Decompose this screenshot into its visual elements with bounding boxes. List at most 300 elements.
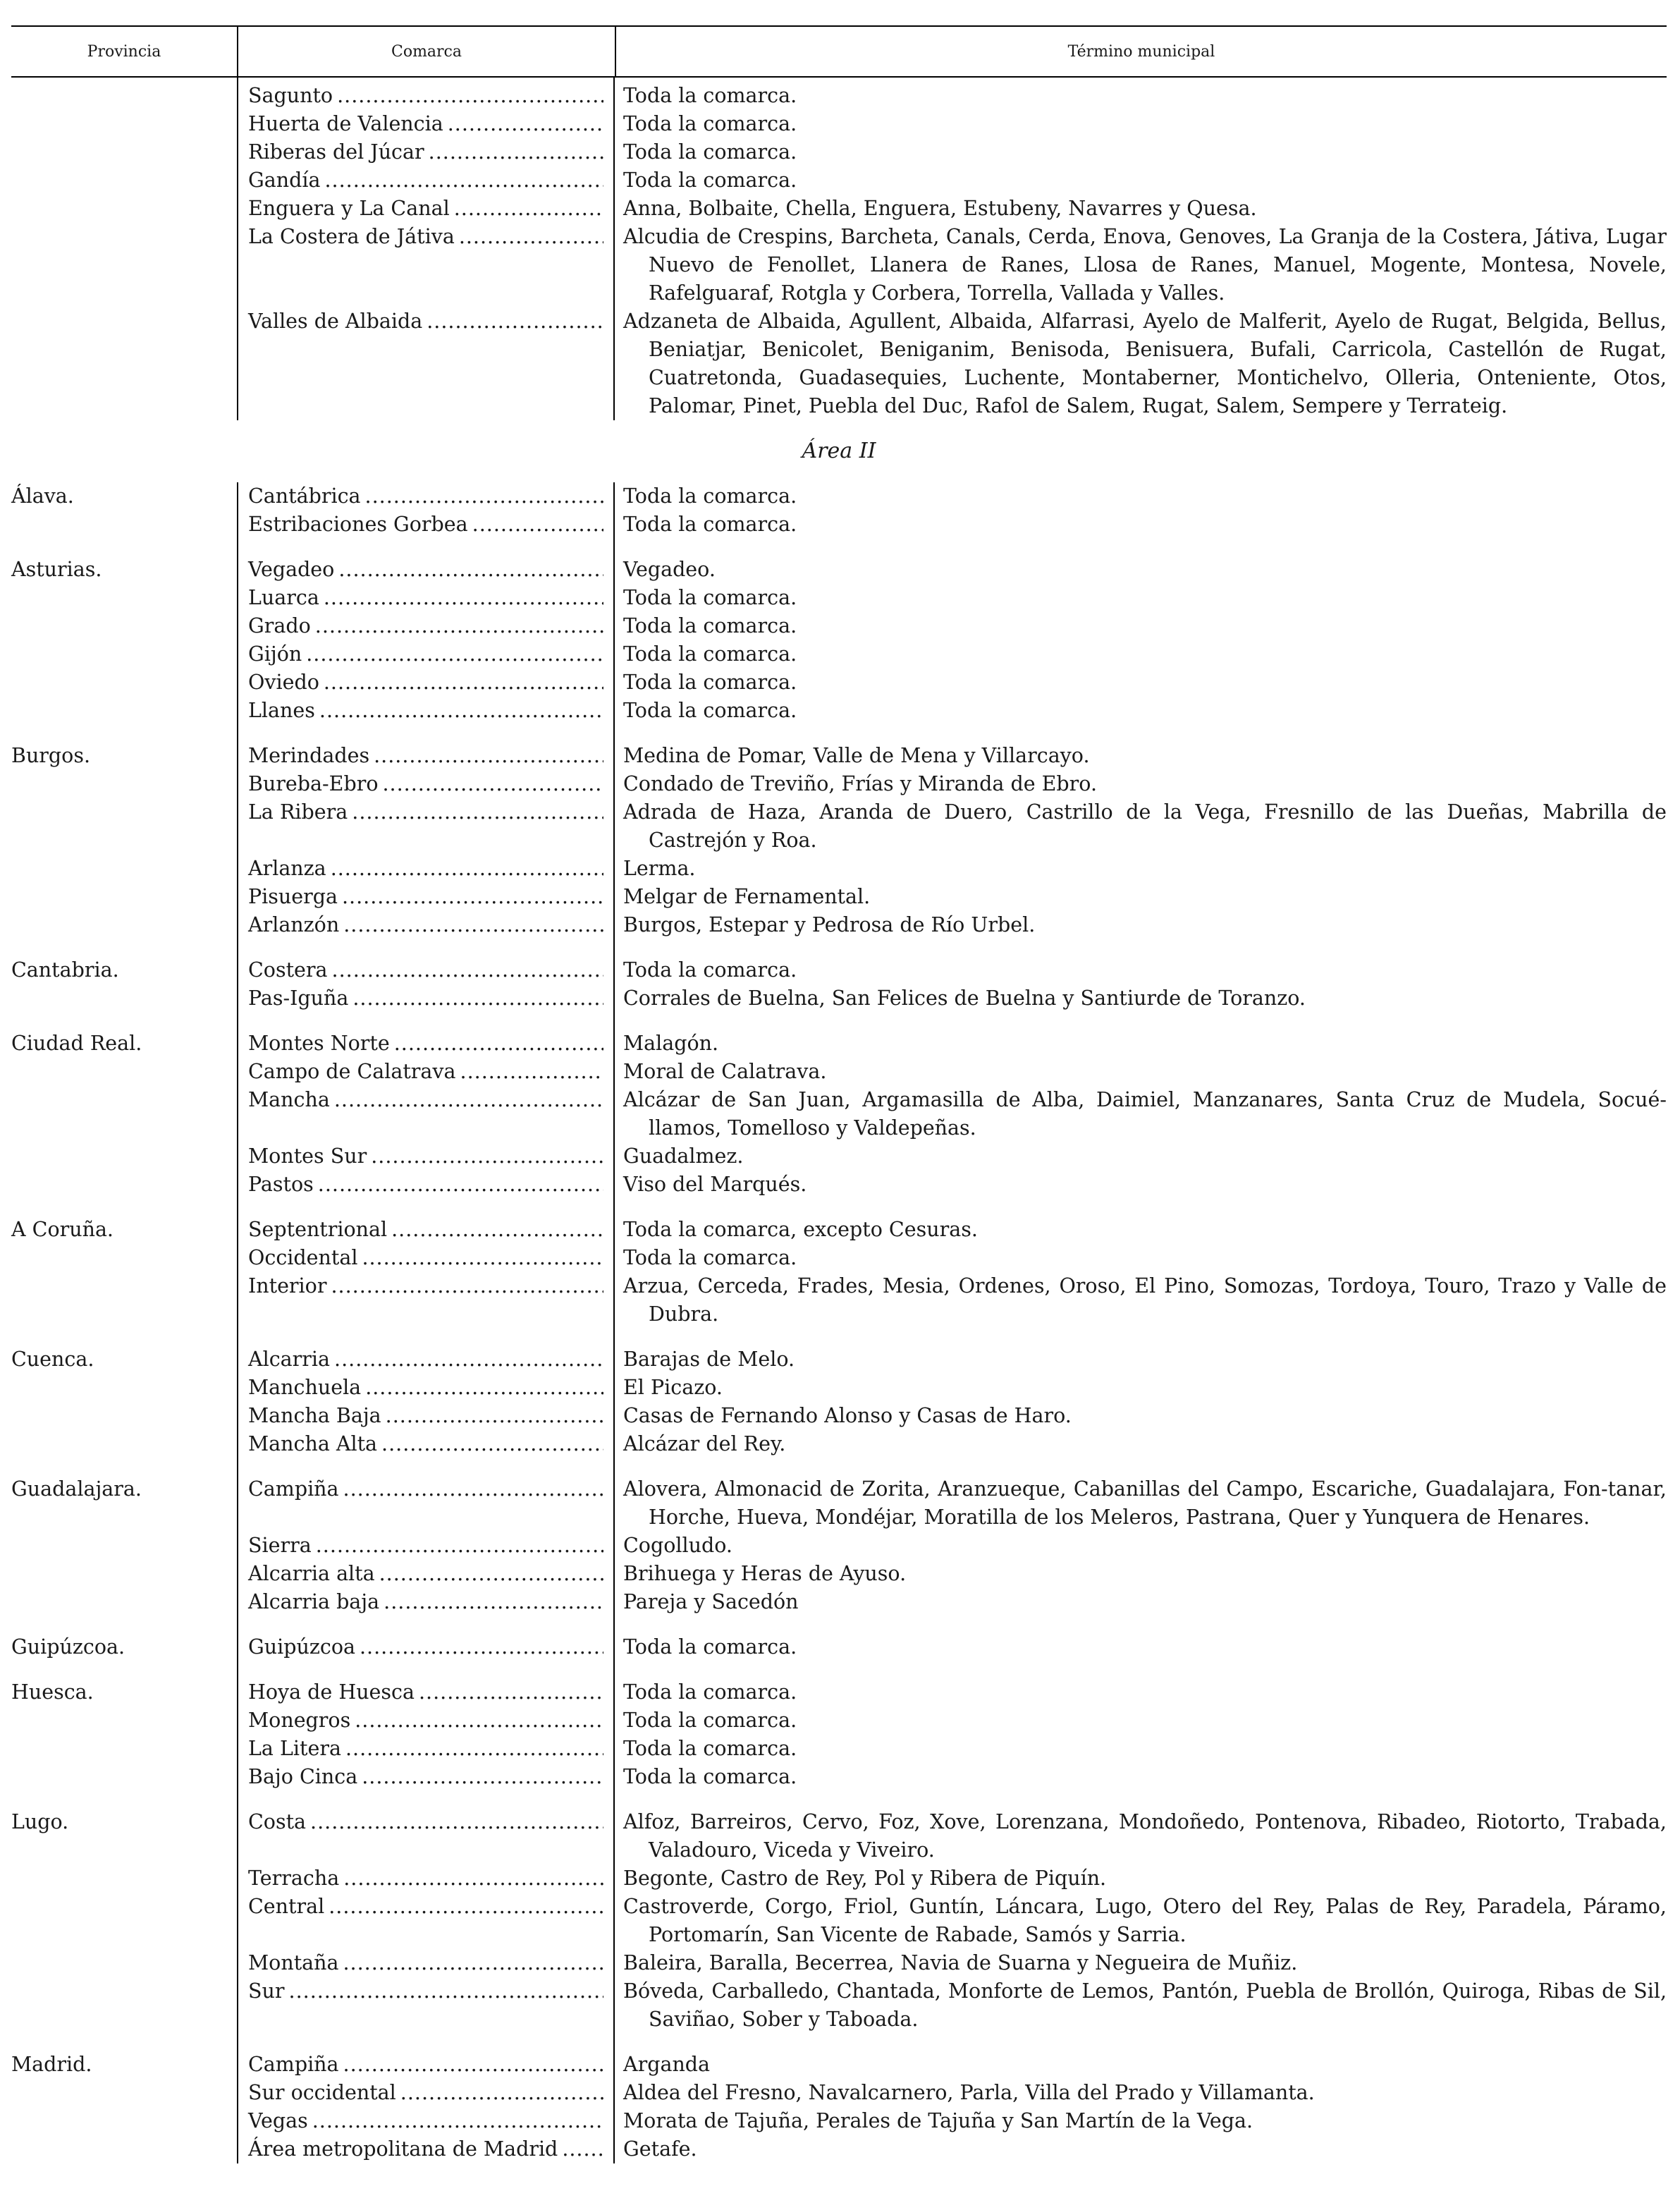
termino-text: Toda la comarca. [623, 84, 797, 107]
termino-cell [613, 770, 1667, 798]
comarca-name: Campiña [248, 1477, 339, 1501]
termino-cell [613, 798, 1667, 855]
termino-text: Toda la comarca. [623, 169, 797, 192]
table-row [237, 1171, 1667, 1199]
termino-cell [613, 2135, 1667, 2163]
table-row [237, 1678, 1667, 1707]
province-separator [11, 939, 1667, 956]
leader-dots [339, 911, 603, 939]
leader-dots [326, 855, 603, 883]
termino-cell [613, 1560, 1667, 1588]
table-row [237, 984, 1667, 1013]
comarca-cell [237, 883, 613, 911]
leader-dots [369, 742, 603, 770]
leader-dots [319, 669, 603, 697]
table-row [237, 166, 1667, 195]
comarca-name: Alcarria [248, 1348, 331, 1371]
province-separator [11, 725, 1667, 742]
comarca-name: Área metropolitana de Madrid [248, 2137, 558, 2161]
province-separator [11, 1329, 1667, 1345]
table-row [237, 1142, 1667, 1171]
province-block [11, 1030, 1667, 1199]
document-page [11, 25, 1667, 2163]
leader-dots [350, 1707, 603, 1735]
leader-dots [348, 984, 603, 1013]
termino-text: Guadalmez. [623, 1144, 744, 1168]
leader-dots [320, 166, 603, 195]
leader-dots [355, 1633, 603, 1661]
comarca-cell [237, 956, 613, 984]
termino-cell [613, 697, 1667, 725]
termino-cell [613, 110, 1667, 138]
termino-cell [613, 78, 1667, 110]
province-separator [11, 1199, 1667, 1216]
leader-dots [315, 697, 603, 725]
termino-cell [613, 1216, 1667, 1244]
comarca-cell [237, 984, 613, 1013]
comarca-name: Cantábrica [248, 484, 361, 508]
leader-dots [339, 1949, 604, 1977]
leader-dots [330, 1086, 603, 1142]
comarca-cell [237, 2079, 613, 2107]
table-row [237, 883, 1667, 911]
termino-text: Toda la comarca. [623, 642, 797, 666]
termino-cell [613, 1272, 1667, 1329]
province-block [11, 1633, 1667, 1661]
leader-dots [558, 2135, 603, 2163]
leader-dots [357, 1763, 603, 1791]
leader-dots [312, 1532, 603, 1560]
comarca-name: Campo de Calatrava [248, 1060, 456, 1083]
header-comarca: Comarca [237, 27, 615, 76]
comarca-cell [237, 1808, 613, 1864]
comarca-name: Gandía [248, 169, 321, 192]
termino-text: Toda la comarca. [623, 671, 797, 694]
termino-text: Pareja y Sacedón [623, 1590, 799, 1613]
termino-cell [613, 1633, 1667, 1661]
comarca-cell [237, 855, 613, 883]
comarca-name: Riberas del Júcar [248, 140, 424, 164]
comarca-cell [237, 669, 613, 697]
comarca-cell [237, 138, 613, 166]
province-block [11, 1216, 1667, 1329]
comarca-name: La Ribera [248, 800, 348, 824]
termino-cell [613, 1430, 1667, 1458]
comarca-name: Montes Norte [248, 1032, 390, 1055]
province-name: Guadalajara. [11, 1477, 142, 1501]
leader-dots [302, 640, 603, 669]
comarca-name: Manchuela [248, 1376, 362, 1399]
comarca-name: Mancha Alta [248, 1432, 378, 1455]
comarca-cell [237, 640, 613, 669]
leader-dots [357, 1244, 603, 1272]
termino-text: Corrales de Buelna, San Felices de Buelna y Santiurde de Toranzo. [623, 987, 1306, 1010]
comarca-cell [237, 223, 613, 307]
termino-text: Adzaneta de Albaida, Agullent, Albaida, Alfarrasi, Ayelo de Malferit, Ayelo de Rugat, Belgida, Bellus, Beniatjar, Benicolet, Beniganim, Benisoda, Benisuera, Bufali, Carricola, Castellón de Rugat, Cuatretonda, Guadasequies, Luchente, Montaberner, Montichelvo, Olleria, Onteniente, Otos, Palomar, Pinet, Puebla del Duc, Rafol de Salem, Rugat, Salem, Sempere y Terrateig. [623, 310, 1667, 417]
province-block [11, 1345, 1667, 1458]
termino-cell [613, 1588, 1667, 1616]
termino-text: Lerma. [623, 857, 696, 880]
comarca-cell [237, 1402, 613, 1430]
comarca-name: Valles de Albaida [248, 310, 423, 333]
termino-cell [613, 1808, 1667, 1864]
termino-cell [613, 1244, 1667, 1272]
leader-dots [361, 1374, 603, 1402]
comarca-cell [237, 1735, 613, 1763]
table-row [237, 138, 1667, 166]
table-row [237, 78, 1667, 110]
table-row [237, 1216, 1667, 1244]
leader-dots [468, 511, 603, 539]
leader-dots [379, 1588, 603, 1616]
termino-text: Toda la comarca. [623, 1680, 797, 1704]
leader-dots [387, 1216, 603, 1244]
table-row [237, 1475, 1667, 1532]
table-row [237, 669, 1667, 697]
table-row [237, 1345, 1667, 1374]
termino-text: Alfoz, Barreiros, Cervo, Foz, Xove, Lorenzana, Mondoñedo, Pontenova, Ribadeo, Riotorto, Trabada, Valadouro, Viceda y Viveiro. [623, 1810, 1667, 1862]
province-name: Burgos. [11, 744, 91, 767]
table-row [237, 1430, 1667, 1458]
table-row [237, 956, 1667, 984]
termino-text: Melgar de Fernamental. [623, 885, 871, 908]
comarca-cell [237, 307, 613, 420]
comarca-name: Terracha [248, 1867, 340, 1890]
leader-dots [341, 1735, 603, 1763]
table-row [237, 640, 1667, 669]
leader-dots [328, 956, 603, 984]
termino-text: Alovera, Almonacid de Zorita, Aranzueque, Cabanillas del Campo, Escariche, Guadalajara, Fon-tanar, Horche, Hueva, Mondéjar, Moratilla de los Meleros, Pastrana, Quer y Yunquera de Henares. [623, 1477, 1667, 1529]
termino-cell [613, 2107, 1667, 2135]
comarca-cell [237, 1086, 613, 1142]
termino-cell [613, 1678, 1667, 1707]
comarca-cell [237, 1633, 613, 1661]
leader-dots [443, 110, 603, 138]
comarca-name: Costa [248, 1810, 307, 1833]
termino-cell [613, 482, 1667, 511]
comarca-name: Pas-Iguña [248, 987, 349, 1010]
termino-text: Bóveda, Carballedo, Chantada, Monforte de Lemos, Pantón, Puebla de Brollón, Quiroga, Ribas de Sil, Saviñao, Sober y Taboada. [623, 1979, 1667, 2031]
termino-cell [613, 612, 1667, 640]
province-name: Lugo. [11, 1810, 69, 1833]
comarca-name: Luarca [248, 586, 319, 609]
leader-dots [450, 195, 603, 223]
comarca-cell [237, 911, 613, 939]
table-row [237, 1808, 1667, 1864]
termino-text: Toda la comarca. [623, 484, 797, 508]
table-row [237, 584, 1667, 612]
termino-text: Alcudia de Crespins, Barcheta, Canals, Cerda, Enova, Genoves, La Granja de la Costera, Játiva, Lugar Nuevo de Fenollet, Llanera de Ranes, Llosa de Ranes, Manuel, Mogente, Montesa, Novele, Rafelguaraf, Rotgla y Corbera, Torrella, Vallada y Valles. [623, 225, 1667, 305]
termino-cell [613, 855, 1667, 883]
comarca-cell [237, 110, 613, 138]
comarca-cell [237, 482, 613, 511]
leader-dots [333, 82, 603, 110]
termino-text: Arganda [623, 2053, 711, 2076]
table-row [237, 798, 1667, 855]
comarca-cell [237, 1588, 613, 1616]
comarca-name: Arlanzón [248, 913, 340, 936]
comarca-name: Hoya de Huesca [248, 1680, 415, 1704]
comarca-name: Vegas [248, 2109, 308, 2132]
table-header [11, 25, 1667, 78]
comarca-name: Sur occidental [248, 2081, 396, 2104]
termino-text: Toda la comarca. [623, 1635, 797, 1659]
comarca-name: Bajo Cinca [248, 1765, 358, 1788]
comarca-cell [237, 612, 613, 640]
comarca-cell [237, 697, 613, 725]
table-row [237, 855, 1667, 883]
province-block [11, 482, 1667, 539]
table-row [237, 1977, 1667, 2034]
termino-text: Malagón. [623, 1032, 719, 1055]
table-row [237, 223, 1667, 307]
table-row [237, 2135, 1667, 2163]
comarca-name: Grado [248, 614, 311, 637]
termino-text: Vegadeo. [623, 558, 716, 581]
table-row [237, 1030, 1667, 1058]
comarca-name: Sur [248, 1979, 285, 2003]
leader-dots [367, 1142, 603, 1171]
province-block [11, 1678, 1667, 1791]
comarca-cell [237, 1244, 613, 1272]
province-separator [11, 1791, 1667, 1808]
comarca-name: Enguera y La Canal [248, 197, 450, 220]
province-block [11, 78, 1667, 420]
comarca-name: Montaña [248, 1951, 339, 1974]
comarca-cell [237, 1216, 613, 1244]
comarca-cell [237, 1430, 613, 1458]
table-row [237, 697, 1667, 725]
comarca-cell [237, 195, 613, 223]
table-row [237, 612, 1667, 640]
termino-cell [613, 1707, 1667, 1735]
comarca-cell [237, 556, 613, 584]
comarca-name: Alcarria baja [248, 1590, 380, 1613]
comarca-name: Guipúzcoa [248, 1635, 355, 1659]
comarca-name: Bureba-Ebro [248, 772, 379, 795]
comarca-name: La Litera [248, 1737, 341, 1760]
leader-dots [326, 1272, 603, 1329]
termino-cell [613, 2079, 1667, 2107]
comarca-cell [237, 1893, 613, 1949]
table-row [237, 307, 1667, 420]
termino-cell [613, 883, 1667, 911]
table-row [237, 2107, 1667, 2135]
termino-cell [613, 984, 1667, 1013]
leader-dots [285, 1977, 603, 2034]
province-name: Ciudad Real. [11, 1032, 142, 1055]
comarca-cell [237, 1707, 613, 1735]
table-row [237, 2051, 1667, 2079]
comarca-name: Pastos [248, 1173, 314, 1196]
province-block [11, 2051, 1667, 2163]
comarca-cell [237, 742, 613, 770]
comarca-name: Arlanza [248, 857, 326, 880]
termino-cell [613, 1058, 1667, 1086]
termino-cell [613, 640, 1667, 669]
table-row [237, 911, 1667, 939]
table-row [237, 1244, 1667, 1272]
comarca-name: Campiña [248, 2053, 339, 2076]
leader-dots [324, 1893, 603, 1949]
termino-cell [613, 556, 1667, 584]
province-name [11, 78, 237, 420]
comarca-name: Llanes [248, 699, 315, 722]
table-row [237, 1272, 1667, 1329]
province-block [11, 956, 1667, 1013]
comarca-name: Montes Sur [248, 1144, 367, 1168]
table-row [237, 1058, 1667, 1086]
termino-cell [613, 742, 1667, 770]
termino-cell [613, 1142, 1667, 1171]
termino-cell [613, 956, 1667, 984]
termino-cell [613, 166, 1667, 195]
province-block [11, 556, 1667, 725]
leader-dots [375, 1560, 603, 1588]
termino-cell [613, 511, 1667, 539]
termino-text: Viso del Marqués. [623, 1173, 807, 1196]
termino-cell [613, 195, 1667, 223]
leader-dots [455, 223, 603, 307]
province-name: A Coruña. [11, 1218, 114, 1241]
comarca-cell [237, 1560, 613, 1588]
comarca-name: Merindades [248, 744, 370, 767]
province-separator [11, 1616, 1667, 1633]
province-separator [11, 1013, 1667, 1030]
province-separator [11, 2034, 1667, 2051]
termino-cell [613, 1977, 1667, 2034]
table-row [237, 110, 1667, 138]
leader-dots [361, 482, 603, 511]
comarca-name: Alcarria alta [248, 1562, 375, 1585]
termino-text: Toda la comarca, excepto Cesuras. [623, 1218, 978, 1241]
table-row [237, 1864, 1667, 1893]
comarca-cell [237, 1864, 613, 1893]
termino-text: Toda la comarca. [623, 699, 797, 722]
leader-dots [306, 1808, 603, 1864]
comarca-name: Oviedo [248, 671, 319, 694]
comarca-name: Septentrional [248, 1218, 388, 1241]
comarca-cell [237, 1171, 613, 1199]
table-row [237, 1532, 1667, 1560]
table-row [237, 1402, 1667, 1430]
termino-text: Aldea del Fresno, Navalcarnero, Parla, Villa del Prado y Villamanta. [623, 2081, 1315, 2104]
leader-dots [390, 1030, 603, 1058]
leader-dots [381, 1402, 603, 1430]
leader-dots [339, 2051, 603, 2079]
comarca-cell [237, 1142, 613, 1171]
termino-text: Barajas de Melo. [623, 1348, 795, 1371]
province-name: Madrid. [11, 2053, 92, 2076]
comarca-name: Sierra [248, 1534, 312, 1557]
table-row [237, 482, 1667, 511]
leader-dots [319, 584, 603, 612]
comarca-cell [237, 2051, 613, 2079]
comarca-name: Gijón [248, 642, 302, 666]
comarca-name: Vegadeo [248, 558, 335, 581]
table-row [237, 1707, 1667, 1735]
comarca-cell [237, 166, 613, 195]
province-separator [11, 1458, 1667, 1475]
termino-cell [613, 1345, 1667, 1374]
comarca-cell [237, 1977, 613, 2034]
provinces-list [11, 482, 1667, 2163]
comarca-name: Mancha [248, 1088, 330, 1111]
leader-dots [456, 1058, 603, 1086]
province-name: Álava. [11, 484, 74, 508]
termino-text: Adrada de Haza, Aranda de Duero, Castrillo de la Vega, Fresnillo de las Dueñas, Mabrilla de Castrejón y Roa. [623, 800, 1667, 852]
leader-dots [339, 1864, 603, 1893]
termino-cell [613, 1949, 1667, 1977]
province-name: Huesca. [11, 1680, 94, 1704]
province-block [11, 742, 1667, 939]
termino-text: Alcázar del Rey. [623, 1432, 786, 1455]
leader-dots [424, 138, 603, 166]
leader-dots [339, 1475, 603, 1532]
province-name: Cantabria. [11, 958, 119, 982]
termino-cell [613, 1475, 1667, 1532]
province-separator [11, 1661, 1667, 1678]
termino-cell [613, 911, 1667, 939]
termino-cell [613, 669, 1667, 697]
leader-dots [314, 1171, 603, 1199]
comarca-name: Sagunto [248, 84, 333, 107]
comarca-name: Mancha Baja [248, 1404, 381, 1427]
comarca-name: Central [248, 1895, 325, 1918]
termino-text: Anna, Bolbaite, Chella, Enguera, Estubeny, Navarres y Quesa. [623, 197, 1257, 220]
leader-dots [308, 2107, 603, 2135]
termino-text: Toda la comarca. [623, 1246, 797, 1269]
table-row [237, 770, 1667, 798]
table-row [237, 1893, 1667, 1949]
comarca-cell [237, 1058, 613, 1086]
comarca-cell [237, 1475, 613, 1532]
comarca-cell [237, 1678, 613, 1707]
termino-text: Casas de Fernando Alonso y Casas de Haro. [623, 1404, 1072, 1427]
comarca-cell [237, 1030, 613, 1058]
comarca-cell [237, 2135, 613, 2163]
leader-dots [330, 1345, 603, 1374]
leader-dots [415, 1678, 603, 1707]
area-title: Área II [802, 439, 876, 463]
table-row [237, 1949, 1667, 1977]
termino-text: Condado de Treviño, Frías y Miranda de Ebro. [623, 772, 1098, 795]
termino-text: El Picazo. [623, 1376, 723, 1399]
comarca-name: Costera [248, 958, 328, 982]
table-row [237, 1588, 1667, 1616]
termino-cell [613, 223, 1667, 307]
comarca-name: Occidental [248, 1246, 358, 1269]
termino-text: Toda la comarca. [623, 586, 797, 609]
termino-text: Baleira, Baralla, Becerrea, Navia de Suarna y Negueira de Muñiz. [623, 1951, 1298, 1974]
termino-cell [613, 1030, 1667, 1058]
termino-cell [613, 2051, 1667, 2079]
termino-text: Alcázar de San Juan, Argamasilla de Alba, Daimiel, Manzanares, Santa Cruz de Mudela, Socué-llamos, Tomelloso y Valdepeñas. [623, 1088, 1667, 1140]
termino-text: Arzua, Cerceda, Frades, Mesia, Ordenes, Oroso, El Pino, Somozas, Tordoya, Touro, Trazo y Valle de Dubra. [623, 1274, 1667, 1326]
termino-text: Toda la comarca. [623, 513, 797, 536]
table-row [237, 1763, 1667, 1791]
table-row [237, 1560, 1667, 1588]
province-name: Guipúzcoa. [11, 1635, 125, 1659]
termino-text: Medina de Pomar, Valle de Mena y Villarcayo. [623, 744, 1090, 767]
termino-cell [613, 1532, 1667, 1560]
termino-text: Toda la comarca. [623, 112, 797, 135]
province-name: Cuenca. [11, 1348, 94, 1371]
table-row [237, 1633, 1667, 1661]
table-row [237, 195, 1667, 223]
comarca-name: Interior [248, 1274, 327, 1298]
comarca-name: Estribaciones Gorbea [248, 513, 468, 536]
